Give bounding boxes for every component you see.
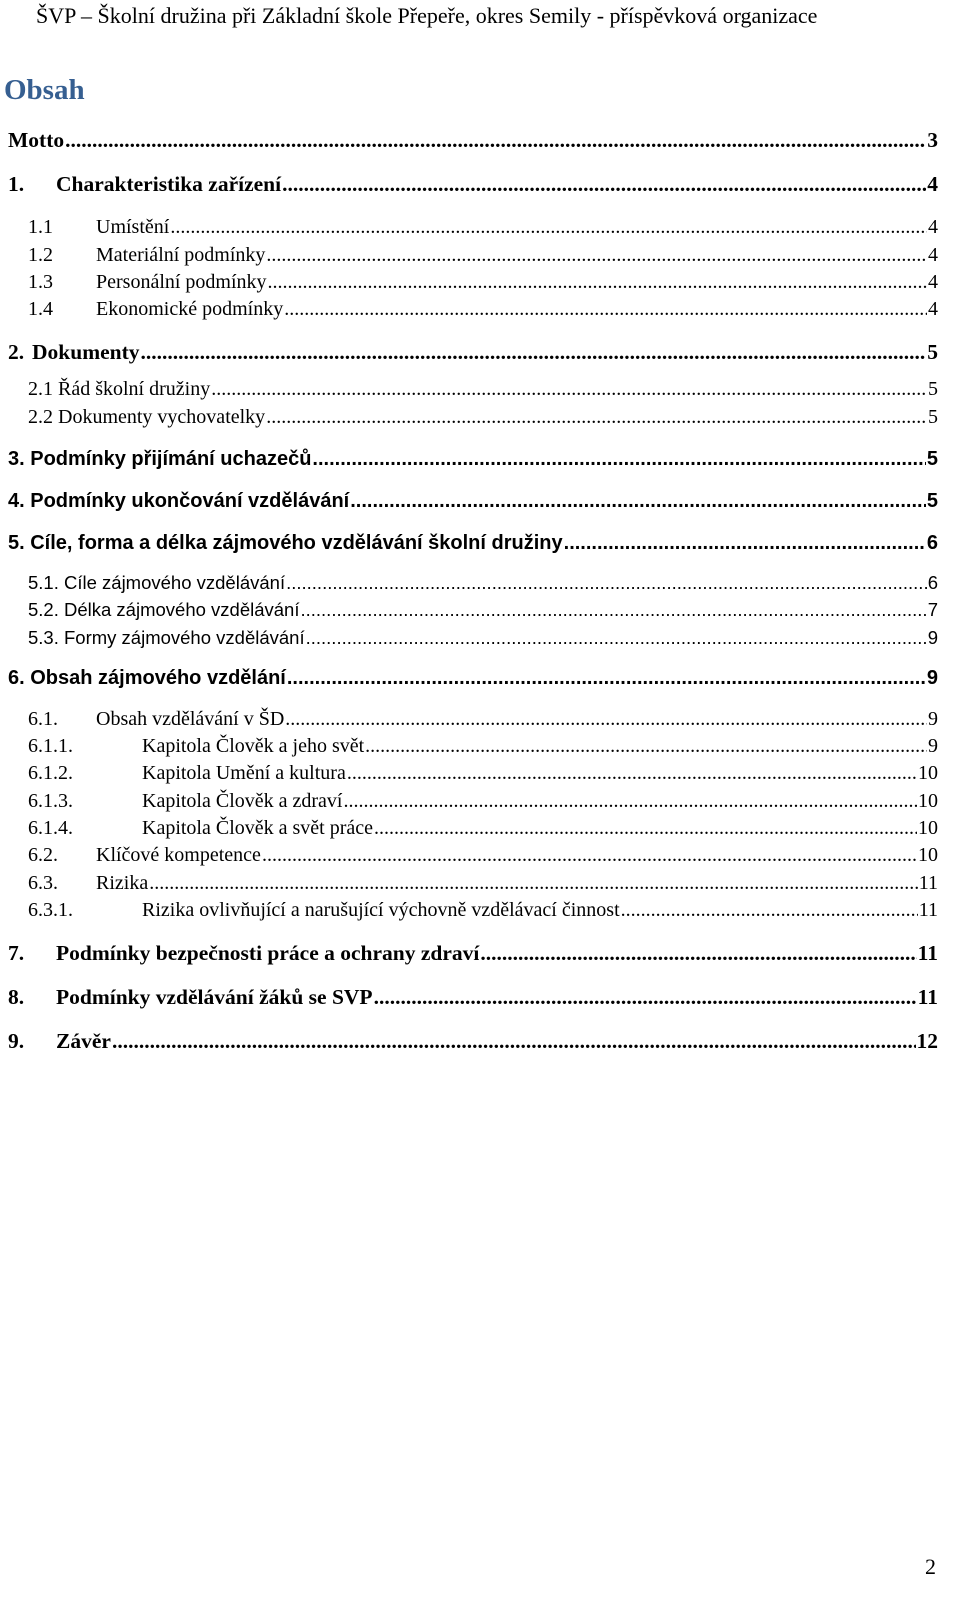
toc-leader-dots (480, 941, 916, 966)
toc-entry-title: Ekonomické podmínky (96, 298, 284, 320)
toc-entry-number: 9. (8, 1029, 25, 1053)
toc-entry[interactable] (8, 448, 938, 471)
toc-leader-dots (112, 1029, 916, 1054)
toc-entry[interactable] (28, 244, 938, 267)
toc-entry[interactable] (28, 271, 938, 294)
toc-leader-dots (300, 599, 926, 621)
toc-leader-dots (347, 762, 917, 785)
toc-leader-dots (344, 790, 918, 813)
toc-leader-dots (262, 844, 917, 867)
toc-leader-dots (266, 406, 927, 429)
toc-entry[interactable] (28, 872, 938, 895)
toc-entry-page: 4 (928, 298, 938, 320)
toc-entry-page: 9 (928, 735, 938, 757)
toc-leader-dots (282, 172, 926, 197)
toc-entry-number: 6.1.2. (28, 762, 73, 784)
toc-leader-dots (284, 298, 927, 321)
toc-leader-dots (268, 271, 927, 294)
toc-entry-title: Rizika ovlivňující a narušující výchovně vzdělávací činnost (142, 899, 620, 921)
toc-entry-title: Personální podmínky (96, 271, 267, 293)
toc-entry[interactable] (8, 532, 938, 555)
toc-entry-title: 6. Obsah zájmového vzdělání (8, 667, 286, 689)
toc-entry[interactable] (28, 708, 938, 731)
toc-entry-number: 1.1 (28, 216, 53, 238)
toc-entry-number: 6.1.1. (28, 735, 73, 757)
toc-entry-page: 6 (927, 572, 938, 593)
toc-entry-page: 10 (918, 844, 938, 866)
toc-entry[interactable] (28, 298, 938, 321)
toc-entry-title: 5.1. Cíle zájmového vzdělávání (28, 572, 286, 593)
toc-entry-page: 9 (926, 667, 938, 689)
toc-leader-dots (374, 817, 917, 840)
toc-entry-page: 7 (927, 599, 938, 620)
toc-entry-title: Motto (8, 128, 65, 152)
toc-entry-page: 11 (917, 941, 938, 965)
toc-leader-dots (365, 735, 927, 758)
toc-entry-number: 6.3. (28, 872, 58, 894)
toc-leader-dots (621, 899, 918, 922)
toc-entry[interactable] (28, 599, 938, 621)
toc-entry-page: 5 (928, 406, 938, 428)
toc-entry-title: Kapitola Člověk a svět práce (142, 817, 374, 839)
toc-entry[interactable] (28, 790, 938, 813)
toc-entry-page: 4 (928, 244, 938, 266)
toc-leader-dots (374, 985, 917, 1010)
toc-entry-page: 5 (927, 340, 938, 364)
toc-entry-number: 2. (8, 340, 25, 364)
toc-entry[interactable] (28, 844, 938, 867)
toc-entry[interactable] (8, 1029, 938, 1054)
toc-leader-dots (211, 378, 927, 401)
toc-entry[interactable] (28, 735, 938, 758)
toc-leader-dots (286, 572, 927, 594)
toc-entry-number: 1. (8, 172, 25, 196)
toc-entry[interactable] (8, 985, 938, 1010)
toc-entry-page: 9 (927, 627, 938, 648)
toc-entry[interactable] (28, 572, 938, 594)
toc-entry[interactable] (28, 406, 938, 429)
toc-entry-number: 6.2. (28, 844, 58, 866)
toc-entry-title: Kapitola Člověk a jeho svět (142, 735, 365, 757)
toc-entry-title: Klíčové kompetence (96, 844, 261, 866)
toc-entry-page: 5 (926, 448, 938, 470)
toc-leader-dots (141, 340, 927, 365)
toc-entry-page: 5 (926, 490, 938, 512)
toc-entry-page: 5 (928, 378, 938, 400)
toc-entry-page: 11 (918, 872, 938, 894)
toc-entry[interactable] (28, 817, 938, 840)
toc-leader-dots (170, 216, 927, 239)
toc-entry[interactable] (8, 128, 938, 153)
toc-entry-title: 5.3. Formy zájmového vzdělávání (28, 627, 305, 648)
toc-leader-dots (306, 627, 927, 649)
toc-entry-page: 9 (928, 708, 938, 730)
toc-entry-page: 6 (926, 532, 938, 554)
toc-leader-dots (266, 244, 927, 267)
toc-heading: Obsah (4, 74, 85, 106)
toc-leader-dots (350, 490, 926, 513)
toc-entry-page: 10 (918, 762, 938, 784)
toc-entry-page: 3 (927, 128, 938, 152)
toc-entry[interactable] (28, 378, 938, 401)
toc-leader-dots (564, 532, 926, 555)
toc-entry-number: 1.3 (28, 271, 53, 293)
toc-entry-number: 1.4 (28, 298, 53, 320)
toc-entry-title: Charakteristika zařízení (56, 172, 282, 196)
toc-entry[interactable] (28, 216, 938, 239)
toc-entry[interactable] (28, 762, 938, 785)
page-number: 2 (925, 1554, 936, 1579)
toc-entry-title: 5. Cíle, forma a délka zájmového vzdělávání školní družiny (8, 532, 563, 554)
toc-entry-title: 4. Podmínky ukončování vzdělávání (8, 490, 350, 512)
toc-entry[interactable] (8, 667, 938, 690)
toc-entry-title: Dokumenty (32, 340, 140, 364)
toc-entry-title: Kapitola Umění a kultura (142, 762, 346, 784)
toc-entry-page: 11 (917, 985, 938, 1009)
toc-leader-dots (285, 708, 927, 731)
toc-entry-page: 4 (928, 271, 938, 293)
toc-entry-page: 11 (918, 899, 938, 921)
toc-entry-title: Umístění (96, 216, 170, 238)
toc-entry[interactable] (28, 627, 938, 649)
toc-entry-title: 3. Podmínky přijímání uchazečů (8, 448, 312, 470)
toc-leader-dots (149, 872, 918, 895)
toc-entry[interactable] (8, 490, 938, 513)
toc-entry-number: 7. (8, 941, 25, 965)
toc-leader-dots (312, 448, 925, 471)
toc-entry-page: 12 (916, 1029, 938, 1053)
toc-entry-page: 10 (918, 790, 938, 812)
toc-leader-dots (65, 128, 926, 153)
toc-leader-dots (287, 667, 926, 690)
toc-entry-number: 6.3.1. (28, 899, 73, 921)
toc-entry-page: 4 (928, 216, 938, 238)
toc-entry-title: Podmínky bezpečnosti práce a ochrany zdraví (56, 941, 480, 965)
toc-entry-number: 6.1.3. (28, 790, 73, 812)
toc-entry-title: 2.2 Dokumenty vychovatelky (28, 406, 266, 428)
toc-entry-page: 10 (918, 817, 938, 839)
toc-entry-title: Obsah vzdělávání v ŠD (96, 708, 285, 730)
toc-entry[interactable] (8, 941, 938, 966)
toc-entry-number: 6.1.4. (28, 817, 73, 839)
toc-entry[interactable] (8, 172, 938, 197)
toc-entry-number: 1.2 (28, 244, 53, 266)
toc-entry-page: 4 (927, 172, 938, 196)
toc-entry-title: 5.2. Délka zájmového vzdělávání (28, 599, 300, 620)
toc-entry-title: Materiální podmínky (96, 244, 266, 266)
toc-entry-number: 6.1. (28, 708, 58, 730)
toc-entry-title: Kapitola Člověk a zdraví (142, 790, 343, 812)
toc-entry[interactable] (28, 899, 938, 922)
toc-entry-title: Rizika (96, 872, 149, 894)
toc-entry-title: Závěr (56, 1029, 111, 1053)
document-header: ŠVP – Školní družina při Základní škole Přepeře, okres Semily - příspěvková organizace (36, 3, 818, 28)
toc-entry-title: Podmínky vzdělávání žáků se SVP (56, 985, 373, 1009)
toc-entry[interactable] (8, 340, 938, 365)
toc-entry-title: 2.1 Řád školní družiny (28, 378, 211, 400)
toc-entry-number: 8. (8, 985, 25, 1009)
